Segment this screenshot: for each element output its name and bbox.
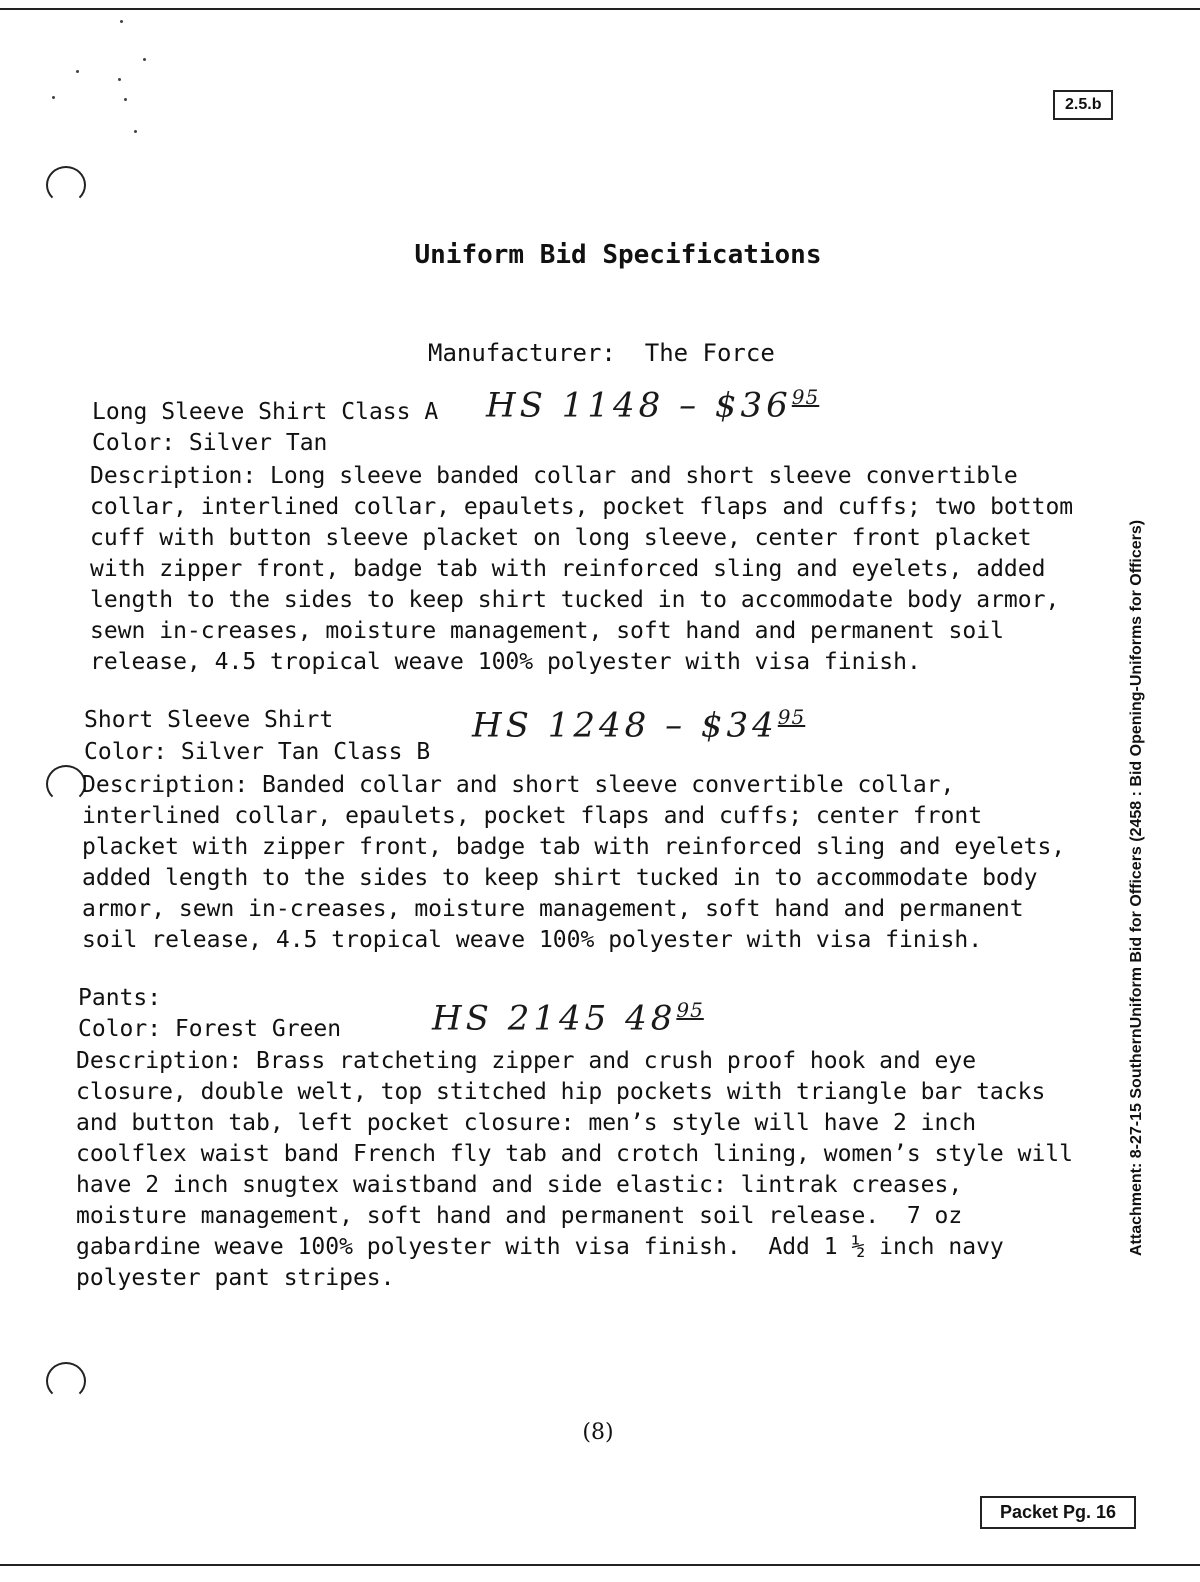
- handwritten-price: [472, 705, 805, 745]
- handwritten-code: HS 1148 – $36: [486, 385, 792, 426]
- handwritten-code: HS 2145 48: [432, 998, 677, 1039]
- scan-speck: [118, 78, 121, 81]
- item-title: Long Sleeve Shirt Class A: [92, 399, 439, 425]
- scan-speck: [76, 70, 79, 73]
- bottom-border-line: [0, 1564, 1200, 1566]
- handwritten-price: [486, 385, 819, 425]
- item-title: Pants:: [78, 985, 162, 1011]
- scan-speck: [143, 58, 146, 61]
- item-description: Description: Banded collar and short sleeve convertible collar, interlined collar, epaulets, pocket flaps and cuffs; center front placket with zipper front, badge tab with reinforced sling and eyelets, added length to the sides to keep shirt tucked in to accommodate body armor, sewn in-creases, moisture management, soft hand and permanent soil release, 4.5 tropical weave 100% polyester with visa finish.: [82, 772, 1066, 953]
- manufacturer-line: Manufacturer: The Force: [428, 339, 775, 367]
- document-title: Uniform Bid Specifications: [414, 240, 822, 270]
- punch-hole-icon: [46, 765, 86, 803]
- top-border-line: [0, 8, 1200, 10]
- handwritten-price: [432, 998, 704, 1038]
- attachment-sidebar-text: Attachment: 8-27-15 SouthernUniform Bid for Officers (2458 : Bid Opening-Uniforms for Officers): [1128, 519, 1145, 1256]
- scan-speck: [52, 96, 55, 99]
- item-color: Color: Silver Tan: [92, 430, 328, 456]
- scan-speck: [124, 98, 127, 101]
- punch-hole-icon: [46, 166, 86, 204]
- item-description: Description: Long sleeve banded collar and short sleeve convertible collar, interlined collar, epaulets, pocket flaps and cuffs; two bottom cuff with button sleeve placket on long sleeve, center front placket with zipper front, badge tab with reinforced sling and eyelets, added length to the sides to keep shirt tucked in to accommodate body armor, sewn in-creases, moisture management, soft hand and permanent soil release, 4.5 tropical weave 100% polyester with visa finish.: [90, 463, 1074, 675]
- item-description: Description: Brass ratcheting zipper and crush proof hook and eye closure, double welt, top stitched hip pockets with triangle bar tacks and button tab, left pocket closure: men’s style will have 2 inch coolflex waist band French fly tab and crotch lining, women’s style will have 2 inch snugtex waistband and side elastic: lintrak creases, moisture management, soft hand and permanent soil release. 7 oz gabardine weave 100% polyester with visa finish. Add 1 ½ inch navy polyester pant stripes.: [76, 1048, 1073, 1291]
- item-color: Color: Silver Tan Class B: [84, 739, 431, 765]
- page-number: (8): [582, 1420, 614, 1445]
- packet-page-badge: Packet Pg. 16: [980, 1496, 1136, 1529]
- handwritten-cents: 95: [777, 705, 806, 729]
- handwritten-code: HS 1248 – $34: [472, 705, 778, 746]
- scan-speck: [134, 130, 137, 133]
- punch-hole-icon: [46, 1362, 86, 1400]
- item-color: Color: Forest Green: [78, 1016, 342, 1042]
- scan-speck: [120, 20, 123, 23]
- item-title: Short Sleeve Shirt: [84, 707, 334, 733]
- handwritten-cents: 95: [676, 998, 704, 1022]
- handwritten-cents: 95: [791, 385, 820, 409]
- section-badge: 2.5.b: [1053, 90, 1113, 120]
